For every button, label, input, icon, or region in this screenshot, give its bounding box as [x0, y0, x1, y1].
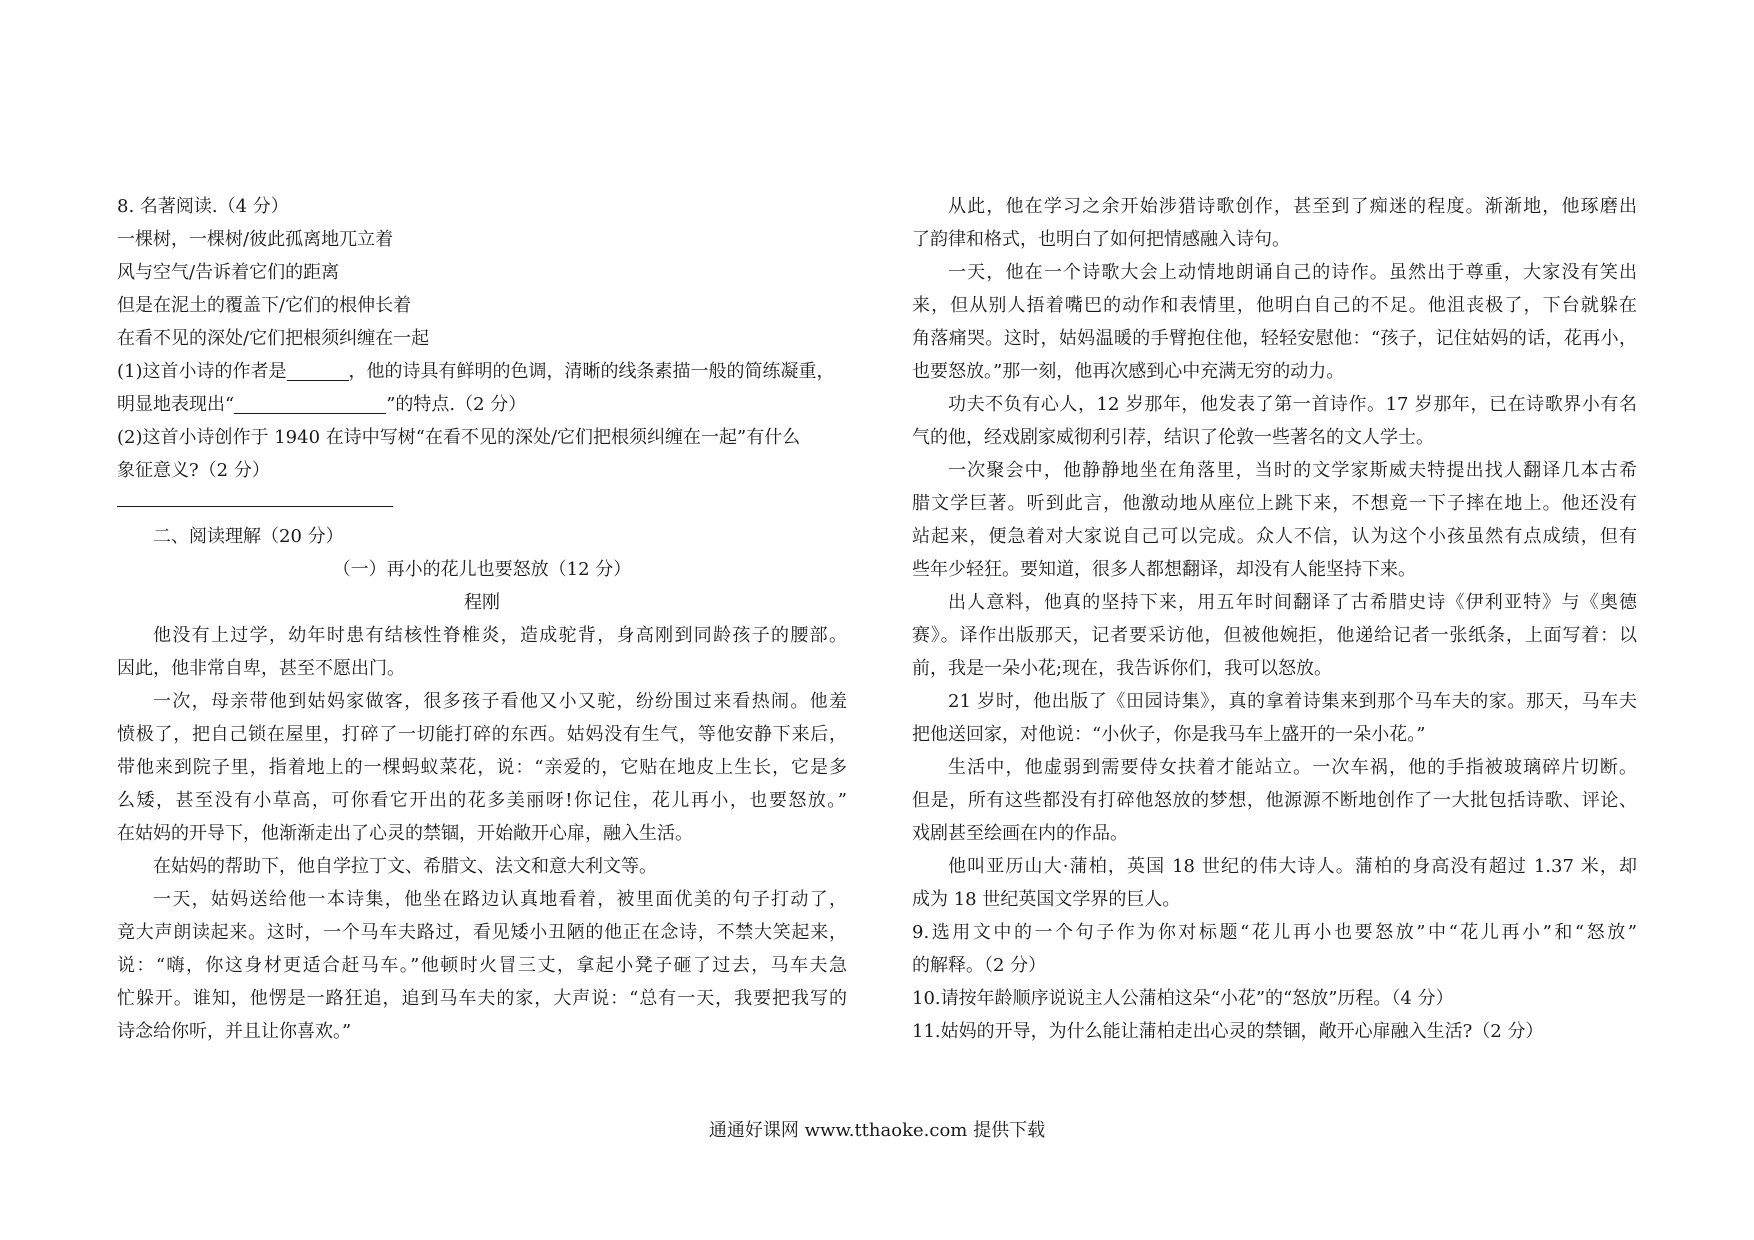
text-line: 忙躲开。谁知，他愣是一路狂追，追到马车夫的家，大声说：“总有一天，我要把我写的	[117, 988, 847, 1009]
article-body-right	[912, 190, 1637, 1048]
poem-line: 一棵树，一棵树/彼此孤离地兀立着	[117, 229, 394, 250]
text-line: 带他来到院子里，指着地上的一棵蚂蚁菜花，说：“亲爱的，它贴在地皮上生长，它是多	[117, 757, 847, 778]
section-2-title: 二、阅读理解（20 分）	[153, 526, 344, 547]
answer-line	[117, 487, 847, 520]
text-line: 的解释。（2 分）	[912, 955, 1047, 976]
page-footer: 通通好课网 www.tthaoke.com 提供下载	[708, 1120, 1046, 1141]
text-line: 一次，母亲带他到姑妈家做客，很多孩子看他又小又驼，纷纷围过来看热闹。他羞	[153, 691, 847, 712]
text-line: 戏剧甚至绘画在内的作品。	[912, 823, 1128, 844]
text-line: 一天，姑妈送给他一本诗集，他坐在路边认真地看着，被里面优美的句子打动了，	[153, 889, 847, 910]
text-line: 前，我是一朵小花;现在，我告诉你们，我可以怒放。	[912, 658, 1333, 679]
poem-line: 在看不见的深处/它们把根须纠缠在一起	[117, 328, 430, 349]
text-line: 他叫亚历山大·蒲柏，英国 18 世纪的伟大诗人。蒲柏的身高没有超过 1.37 米，却	[948, 856, 1637, 877]
text-line: 么矮，甚至没有小草高，可你看它开出的花多美丽呀!你记住，花儿再小，也要怒放。”	[117, 790, 847, 811]
question-8-1-text-a: (1)这首小诗的作者是	[117, 361, 287, 382]
text-line: 一次聚会中，他静静地坐在角落里，当时的文学家斯威夫特提出找人翻译几本古希	[948, 460, 1637, 481]
text-line: 气的他，经戏剧家威彻利引荐，结识了伦敦一些著名的文人学士。	[912, 427, 1434, 448]
article-author: 程刚	[464, 592, 500, 613]
text-line: 因此，他非常自卑，甚至不愿出门。	[117, 658, 405, 679]
text-line: 一天，他在一个诗歌大会上动情地朗诵自己的诗作。虽然出于尊重，大家没有笑出	[948, 262, 1637, 283]
text-line: 从此，他在学习之余开始涉猎诗歌创作，甚至到了痴迷的程度。渐渐地，他琢磨出	[948, 196, 1637, 217]
text-line: 他没有上过学，幼年时患有结核性脊椎炎，造成驼背，身高刚到同龄孩子的腰部。	[153, 625, 847, 646]
text-line: 10.请按年龄顺序说说主人公蒲柏这朵“小花”的“怒放”历程。（4 分）	[912, 988, 1454, 1009]
question-8-1-line2	[117, 388, 847, 421]
answer-rule	[117, 506, 393, 507]
text-line: 11.姑妈的开导，为什么能让蒲柏走出心灵的禁锢，敞开心扉融入生活?（2 分）	[912, 1021, 1544, 1042]
text-line: 生活中，他虚弱到需要侍女扶着才能站立。一次车祸，他的手指被玻璃碎片切断。	[948, 757, 1637, 778]
text-line: 站起来，便急着对大家说自己可以完成。众人不信，认为这个小孩虽然有点成绩，但有	[912, 526, 1637, 547]
text-line: 在姑妈的帮助下，他自学拉丁文、希腊文、法文和意大利文等。	[153, 856, 657, 877]
text-line: 也要怒放。”那一刻，他再次感到心中充满无穷的动力。	[912, 361, 1345, 382]
right-column	[912, 190, 1637, 1048]
text-line: 竟大声朗读起来。这时，一个马车夫路过，看见矮小丑陋的他正在念诗，不禁大笑起来，	[117, 922, 847, 943]
text-line: 些年少轻狂。要知道，很多人都想翻译，却没有人能坚持下来。	[912, 559, 1416, 580]
text-line: 在姑妈的开导下，他渐渐走出了心灵的禁锢，开始敞开心扉，融入生活。	[117, 823, 693, 844]
article-body-left	[117, 619, 847, 1048]
text-line: 功夫不负有心人，12 岁那年，他发表了第一首诗作。17 岁那年，已在诗歌界小有名	[948, 394, 1637, 415]
article-title: （一）再小的花儿也要怒放（12 分）	[332, 559, 632, 580]
poem-line: 但是在泥土的覆盖下/它们的根伸长着	[117, 295, 412, 316]
text-line: 愤极了，把自己锁在屋里，打碎了一切能打碎的东西。姑妈没有生气，等他安静下来后，	[117, 724, 847, 745]
text-line: 成为 18 世纪英国文学界的巨人。	[912, 889, 1181, 910]
text-line: 把他送回家，对他说：“小伙子，你是我马车上盛开的一朵小花。”	[912, 724, 1426, 745]
question-8-2-line2: 象征意义?（2 分）	[117, 460, 270, 481]
text-line: 说：“嗨，你这身材更适合赶马车。”他顿时火冒三丈，拿起小凳子砸了过去，马车夫急	[117, 955, 847, 976]
question-8-title: 8. 名著阅读.（4 分）	[117, 196, 289, 217]
text-line: 但是，所有这些都没有打碎他怒放的梦想，他源源不断地创作了一大批包括诗歌、评论、	[912, 790, 1637, 811]
question-8-1-text-d: ”的特点.（2 分）	[386, 394, 527, 415]
question-8-1-text-b: ，他的诗具有鲜明的色调，清晰的线条素描一般的简练凝重，	[348, 361, 835, 382]
question-8-1-line1	[117, 355, 847, 388]
left-column	[117, 190, 847, 1048]
author-answer-blank	[287, 358, 349, 381]
text-line: 21 岁时，他出版了《田园诗集》，真的拿着诗集来到那个马车夫的家。那天，马车夫	[948, 691, 1637, 712]
feature-answer-blank	[234, 391, 386, 414]
poem-line: 风与空气/告诉着它们的距离	[117, 262, 340, 283]
question-8-2-line1: (2)这首小诗创作于 1940 在诗中写树“在看不见的深处/它们把根须纠缠在一起”有什么	[117, 427, 801, 448]
question-8-1-text-c: 明显地表现出“	[117, 394, 235, 415]
text-line: 了韵律和格式，也明白了如何把情感融入诗句。	[912, 229, 1290, 250]
text-line: 出人意料，他真的坚持下来，用五年时间翻译了古希腊史诗《伊利亚特》与《奥德	[948, 592, 1637, 613]
text-line: 腊文学巨著。听到此言，他激动地从座位上跳下来，不想竟一下子摔在地上。他还没有	[912, 493, 1637, 514]
text-line: 角落痛哭。这时，姑妈温暖的手臂抱住他，轻轻安慰他：“孩子，记住姑妈的话，花再小，	[912, 328, 1637, 349]
text-line: 来，但从别人捂着嘴巴的动作和表情里，他明白自己的不足。他沮丧极了，下台就躲在	[912, 295, 1637, 316]
text-line: 9.选用文中的一个句子作为你对标题“花儿再小也要怒放”中“花儿再小”和“怒放”	[912, 922, 1637, 943]
text-line: 诗念给你听，并且让你喜欢。”	[117, 1021, 352, 1042]
text-line: 赛》。译作出版那天，记者要采访他，但被他婉拒，他递给记者一张纸条，上面写着：以	[912, 625, 1637, 646]
